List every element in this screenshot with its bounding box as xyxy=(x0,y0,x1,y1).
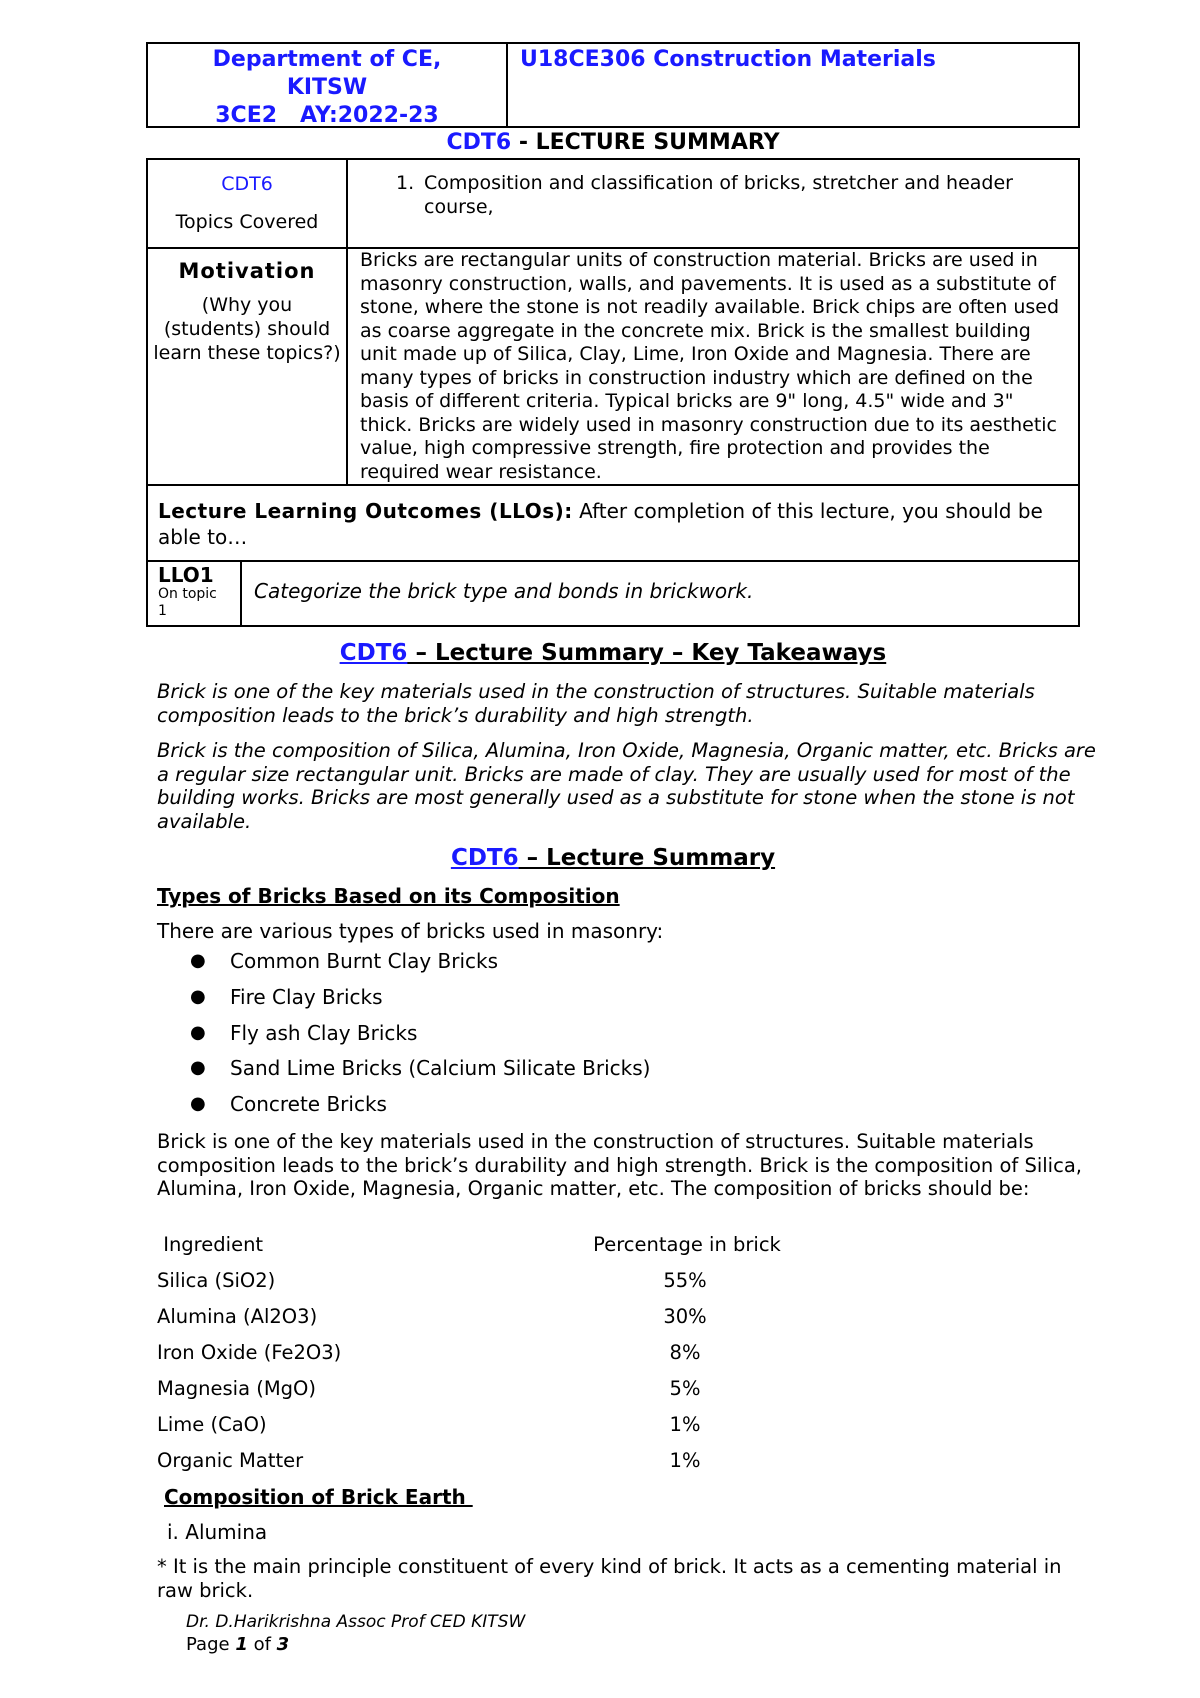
lecture-summary-section-title: CDT6 – Lecture Summary xyxy=(450,845,776,871)
table-row: Organic Matter 1% xyxy=(157,1449,701,1472)
header-table xyxy=(146,42,1080,128)
institute-name: KITSW xyxy=(286,75,368,100)
llo-heading: Lecture Learning Outcomes (LLOs): xyxy=(158,499,573,523)
topics-label: Topics Covered xyxy=(175,211,319,233)
topics-row xyxy=(148,160,1078,249)
list-item: ● Fire Clay Bricks xyxy=(190,982,650,1018)
topics-label-cell xyxy=(148,160,348,247)
lecture-summary-title: CDT6 - LECTURE SUMMARY xyxy=(446,130,780,155)
bullet-icon: ● xyxy=(190,1093,206,1115)
llo-intro: After completion of this lecture, you should be able to… xyxy=(158,499,1043,549)
class-year: 3CE2 AY:2022-23 xyxy=(215,103,439,128)
department-cell xyxy=(148,44,508,126)
topic-number: 1. xyxy=(396,172,415,194)
topic-item: Composition and classification of bricks, stretcher and header course, xyxy=(424,172,1013,218)
list-item: ● Concrete Bricks xyxy=(190,1089,650,1125)
llo-text: Categorize the brick type and bonds in brickwork. xyxy=(254,579,754,603)
llo-row xyxy=(148,562,1078,625)
course-title: U18CE306 Construction Materials xyxy=(520,47,936,72)
bullet-icon: ● xyxy=(190,1057,206,1079)
table-row: Iron Oxide (Fe2O3) 8% xyxy=(157,1341,701,1364)
list-item: ● Common Burnt Clay Bricks xyxy=(190,946,650,982)
table-row: Magnesia (MgO) 5% xyxy=(157,1377,701,1400)
table-row: Lime (CaO) 1% xyxy=(157,1413,701,1436)
brick-earth-item: i. Alumina xyxy=(167,1520,268,1544)
list-item: ● Sand Lime Bricks (Calcium Silicate Bricks) xyxy=(190,1053,650,1089)
llo-label: LLO1 xyxy=(158,563,214,587)
brick-earth-text: * It is the main principle constituent of every kind of brick. It acts as a cementing material in raw brick. xyxy=(157,1555,1062,1602)
composition-paragraph: Brick is one of the key materials used in the construction of structures. Suitable materials composition leads to the brick’s durability and high strength. Brick is the composition of Silica, Alumina, Iron Oxide, Magnesia, Organic matter, etc. The composition of bricks should be: xyxy=(157,1130,1082,1200)
bullet-icon: ● xyxy=(190,985,206,1007)
footer-author: Dr. D.Harikrishna Assoc Prof CED KITSW xyxy=(186,1612,526,1632)
cdt-code: CDT6 xyxy=(446,130,512,155)
table-row: Silica (SiO2) 55% xyxy=(157,1269,707,1292)
summary-table xyxy=(146,158,1080,627)
motivation-text: Bricks are rectangular units of construction material. Bricks are used in masonry construction, walls, and pavements. It is used as a substitute of stone, where the stone is not readily available. Brick chips are often used as coarse aggregate in the concrete mix. Brick is the smallest building unit made up of Silica, Clay, Lime, Iron Oxide and Magnesia. There are many types of bricks in construction industry which are defined on the basis of different criteria. Typical bricks are 9" long, 4.5" wide and 3" thick. Bricks are widely used in masonry construction due to its aesthetic value, high compressive strength, fire protection and provides the required wear resistance. xyxy=(360,249,1060,483)
motivation-heading: Motivation xyxy=(178,259,316,283)
takeaway-paragraph-1: Brick is one of the key materials used in the construction of structures. Suitable materials composition leads to the brick’s durability and high strength. xyxy=(157,680,1035,727)
types-intro: There are various types of bricks used in masonry: xyxy=(157,919,664,943)
key-takeaways-title: CDT6 – Lecture Summary – Key Takeaways xyxy=(339,640,887,666)
list-item: ● Fly ash Clay Bricks xyxy=(190,1018,650,1054)
takeaway-paragraph-2: Brick is the composition of Silica, Alumina, Iron Oxide, Magnesia, Organic matter, etc. Bricks are a regular size rectangular unit. Bricks are made of clay. They are usually used for most of the building works. Bricks are most generally used as a substitute for stone when the stone is not available. xyxy=(157,739,1096,833)
motivation-subheading: (Why you (students) should learn these topics?) xyxy=(153,294,341,364)
table-row: Alumina (Al2O3) 30% xyxy=(157,1305,707,1328)
motivation-row xyxy=(148,249,1078,486)
llo-topic-ref: On topic 1 xyxy=(158,586,217,619)
brick-earth-heading: Composition of Brick Earth xyxy=(164,1485,473,1509)
types-heading: Types of Bricks Based on its Composition xyxy=(157,884,620,908)
llo-label-cell xyxy=(148,562,242,625)
composition-table-header: Ingredient Percentage in brick xyxy=(157,1233,781,1256)
page-number: Page 1 of 3 xyxy=(186,1634,290,1655)
llo-header-row xyxy=(148,486,1078,562)
bullet-icon: ● xyxy=(190,1021,206,1043)
topics-code: CDT6 xyxy=(221,173,273,195)
topics-list xyxy=(348,160,1078,247)
department-name: Department of CE, xyxy=(212,47,442,72)
bullet-icon: ● xyxy=(190,950,206,971)
brick-types-list xyxy=(190,946,650,1125)
motivation-label-cell xyxy=(148,249,348,484)
